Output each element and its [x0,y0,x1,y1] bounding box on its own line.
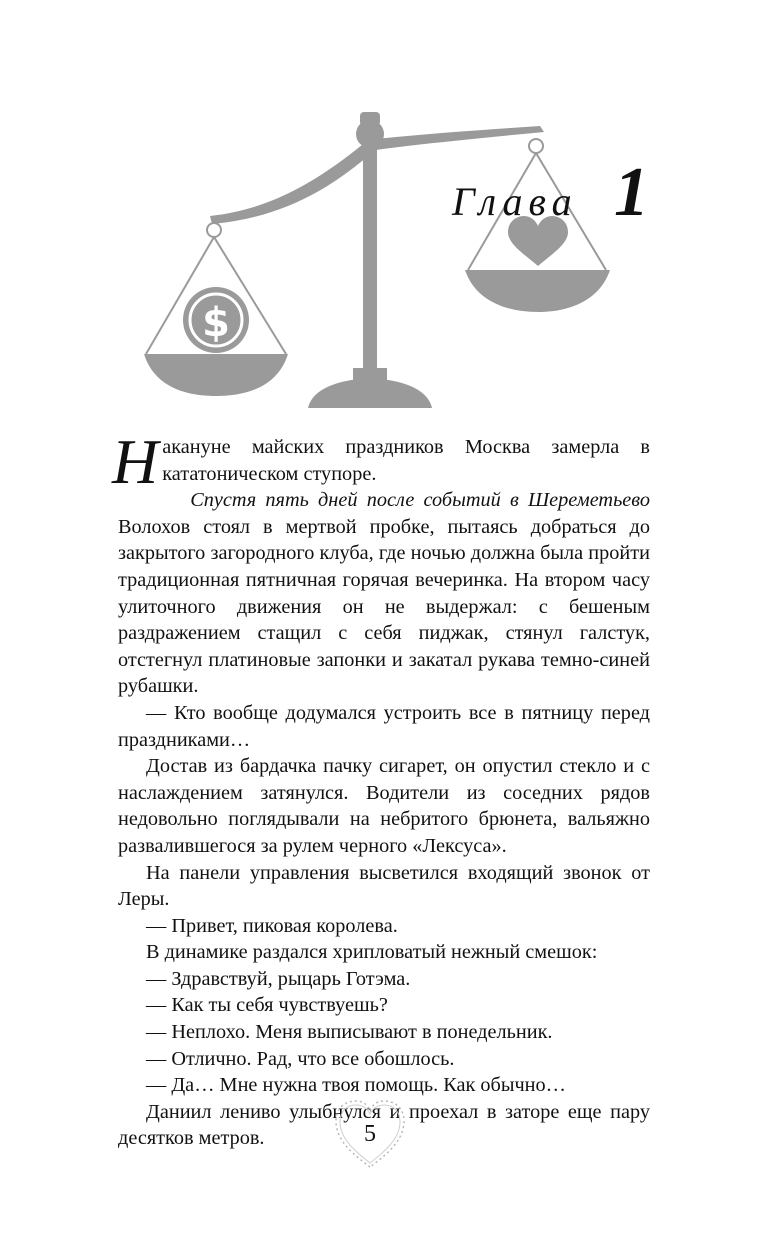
body-text [112,426,650,1152]
paragraph: Спустя пять дней после событий в Шереметьево Волохов стоял в мертвой пробке, пытаясь добраться до закрытого загородного клуба, где ночью должна была пройти традиционная пятничная горячая вечеринка. На втором часу улиточного движения он не выдержал: с бешеным раздражением стащил с себя пиджак, стянул галстук, отстегнул платиновые запонки и закатал рукава темно-синей рубашки. [118,489,650,698]
paragraph: На панели управления высветился входящий звонок от Леры. [118,861,650,911]
paragraph: — Кто вообще додумался устроить все в пятницу перед праздниками… [118,701,650,751]
paragraph: Даниил лениво улыбнулся и проехал в заторе еще пару десятков метров. [118,1100,650,1150]
paragraph: — Здравствуй, рыцарь Готэма. [146,967,411,990]
drop-cap: Н [112,426,159,497]
scales-icon [120,100,620,412]
paragraph: В динамике раздался хрипловатый нежный смешок: [146,941,598,964]
paragraph: Достав из бардачка пачку сигарет, он опустил стекло и с наслаждением затянулся. Водители из соседних рядов недовольно поглядывали на небритого брюнета, вальяжно развалившегося за рулем черного «Лексуса». [118,755,650,857]
paragraph: Накануне майских праздников Москва замерла в кататоническом ступоре. [112,426,650,497]
dollar-coin-icon [183,287,249,353]
paragraph: — Да… Мне нужна твоя помощь. Как обычно… [146,1074,566,1097]
chapter-number: 1 [614,154,649,231]
paragraph: — Как ты себя чувствуешь? [146,994,388,1017]
svg-text:$: $ [202,300,230,346]
paragraph: — Неплохо. Меня выписывают в понедельник. [146,1021,553,1044]
chapter-word: Глава [452,179,578,224]
page-number-ornament [328,1093,412,1173]
paragraph: — Отлично. Рад, что все обошлось. [146,1047,455,1070]
page-number: 5 [364,1121,376,1147]
emphasis: Спустя пять дней после событий в Шереметьево [190,489,650,512]
paragraph: — Привет, пиковая королева. [146,914,398,937]
